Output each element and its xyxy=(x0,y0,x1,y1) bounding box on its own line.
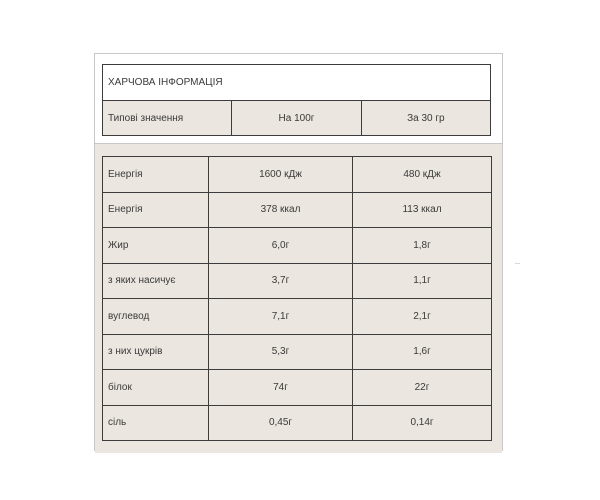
table-row xyxy=(103,299,492,335)
per-serving-value: 1,6г xyxy=(353,334,492,370)
per-100g-value: 0,45г xyxy=(209,405,353,441)
nutrient-name: з них цукрів xyxy=(103,334,209,370)
column-header-row xyxy=(103,101,491,136)
table-row xyxy=(103,228,492,264)
per-serving-value: 480 кДж xyxy=(353,157,492,193)
nutrition-header-table xyxy=(102,64,491,136)
nutrition-title: ХАРЧОВА ІНФОРМАЦІЯ xyxy=(103,65,491,101)
table-row xyxy=(103,157,492,193)
per-serving-value: 1,1г xyxy=(353,263,492,299)
per-serving-value: 113 ккал xyxy=(353,192,492,228)
nutrient-name: Енергія xyxy=(103,192,209,228)
per-serving-value: 22г xyxy=(353,370,492,406)
nutrient-name: з яких насичує xyxy=(103,263,209,299)
nutrient-name: Жир xyxy=(103,228,209,264)
per-100g-header: На 100г xyxy=(232,101,361,136)
table-row xyxy=(103,405,492,441)
per-100g-value: 7,1г xyxy=(209,299,353,335)
nutrition-values-table xyxy=(102,156,492,441)
per-100g-value: 6,0г xyxy=(209,228,353,264)
table-row xyxy=(103,370,492,406)
table-row xyxy=(103,334,492,370)
table-row xyxy=(103,263,492,299)
per-100g-value: 1600 кДж xyxy=(209,157,353,193)
nutrient-name: сіль xyxy=(103,405,209,441)
nutrient-name: вуглевод xyxy=(103,299,209,335)
nutrient-name: Енергія xyxy=(103,157,209,193)
per-100g-value: 3,7г xyxy=(209,263,353,299)
title-row xyxy=(103,65,491,101)
per-serving-value: 1,8г xyxy=(353,228,492,264)
divider-mark xyxy=(515,263,520,264)
nutrition-body xyxy=(95,143,502,453)
nutrient-name: білок xyxy=(103,370,209,406)
table-row xyxy=(103,192,492,228)
per-serving-header: За 30 гр xyxy=(361,101,490,136)
per-serving-value: 2,1г xyxy=(353,299,492,335)
per-100g-value: 74г xyxy=(209,370,353,406)
typical-values-header: Типові значення xyxy=(103,101,232,136)
nutrition-panel xyxy=(94,53,503,451)
per-100g-value: 5,3г xyxy=(209,334,353,370)
per-serving-value: 0,14г xyxy=(353,405,492,441)
per-100g-value: 378 ккал xyxy=(209,192,353,228)
